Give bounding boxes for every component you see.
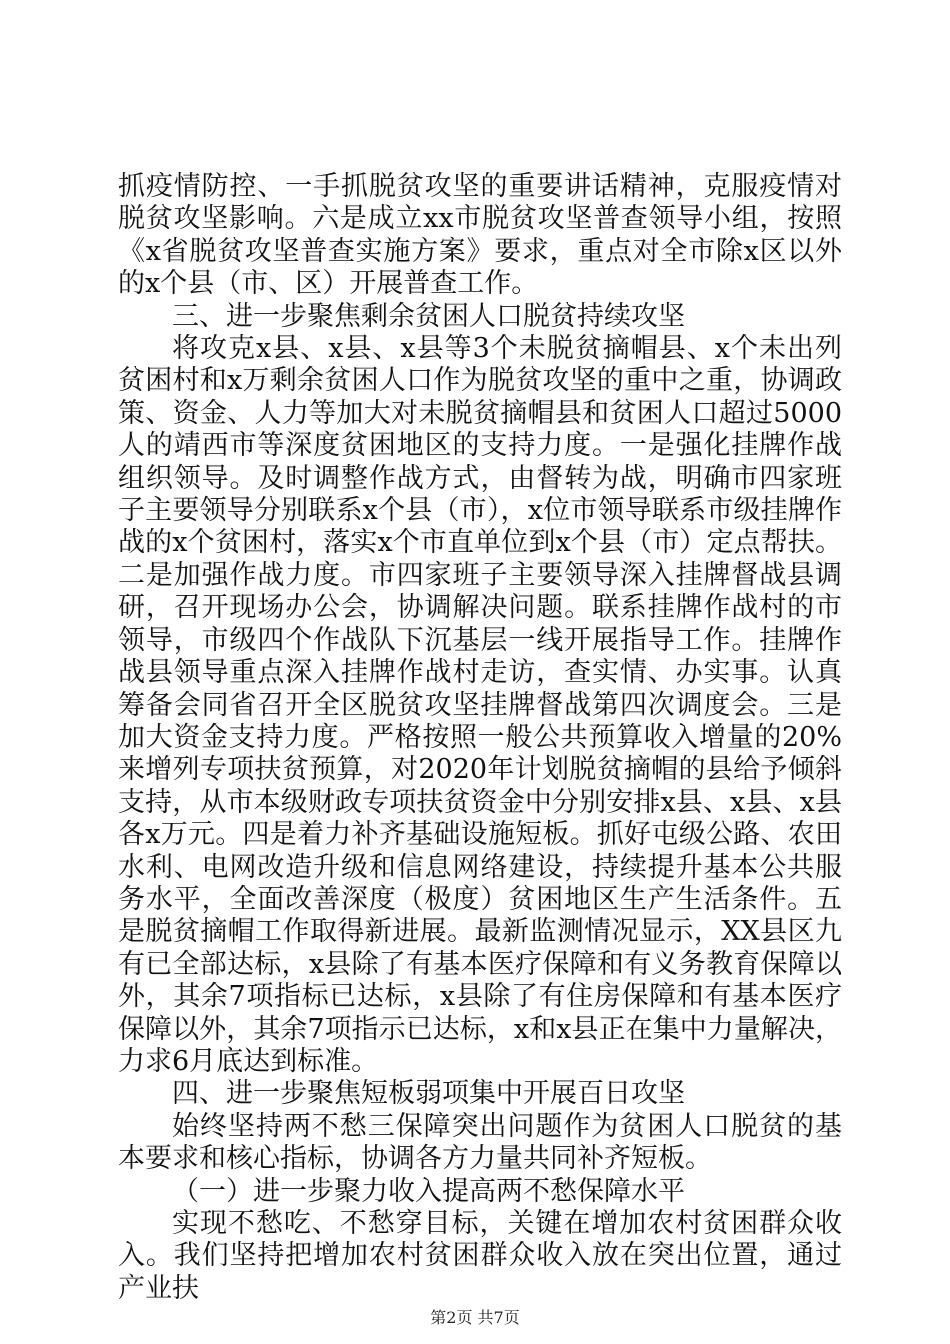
paragraph-section-4-intro: 始终坚持两不愁三保障突出问题作为贫困人口脱贫的基本要求和核心指标，协调各方力量共同补齐短板。 xyxy=(118,1110,842,1175)
subsection-heading-1: （一）进一步聚力收入提高两不愁保障水平 xyxy=(172,1175,685,1207)
paragraph-section-3-body: 将攻克x县、x县、x县等3个未脱贫摘帽县、x个未出列贫困村和x万剩余贫困人口作为脱贫攻坚的重中之重，协调政策、资金、人力等加大对未脱贫摘帽县和贫困人口超过5000人的靖西市等深度贫困地区的支持力度。一是强化挂牌作战组织领导。及时调整作战方式，由督转为战，明确市四家班子主要领导分别联系x个县（市），x位市领导联系市级挂牌作战的x个贫困村，落实x个市直单位到x个县（市）定点帮扶。二是加强作战力度。市四家班子主要领导深入挂牌督战县调研，召开现场办公会，协调解决问题。联系挂牌作战村的市领导，市级四个作战队下沉基层一线开展指导工作。挂牌作战县领导重点深入挂牌作战村走访，查实情、办实事。认真筹备会同省召开全区脱贫攻坚挂牌督战第四次调度会。三是加大资金支持力度。严格按照一般公共预算收入增量的20%来增列专项扶贫预算，对2020年计划脱贫摘帽的县给予倾斜支持，从市本级财政专项扶贫资金中分别安排x县、x县、x县各x万元。四是着力补齐基础设施短板。抓好屯级公路、农田水利、电网改造升级和信息网络建设，持续提升基本公共服务水平，全面改善深度（极度）贫困地区生产生活条件。五是脱贫摘帽工作取得新进展。最新监测情况显示，XX县区九有已全部达标，x县除了有基本医疗保障和有义务教育保障以外，其余7项指标已达标，x县除了有住房保障和有基本医疗保障以外，其余7项指示已达标，x和x县正在集中力量解决，力求6月底达到标准。 xyxy=(118,333,842,1077)
paragraph-continuation: 抓疫情防控、一手抓脱贫攻坚的重要讲话精神，克服疫情对脱贫攻坚影响。六是成立xx市脱贫攻坚普查领导小组，按照《x省脱贫攻坚普查实施方案》要求，重点对全市除x区以外的x个县（市、区）开展普查工作。 xyxy=(118,171,842,300)
section-heading-4: 四、进一步聚焦短板弱项集中开展百日攻坚 xyxy=(172,1078,685,1110)
section-heading-3: 三、进一步聚焦剩余贫困人口脱贫持续攻坚 xyxy=(172,300,685,332)
document-body xyxy=(118,171,842,1305)
page-number-footer: 第2页 共7页 xyxy=(430,1308,520,1327)
paragraph-subsection-1-body: 实现不愁吃、不愁穿目标，关键在增加农村贫困群众收入。我们坚持把增加农村贫困群众收入放在突出位置，通过产业扶 xyxy=(118,1208,842,1304)
